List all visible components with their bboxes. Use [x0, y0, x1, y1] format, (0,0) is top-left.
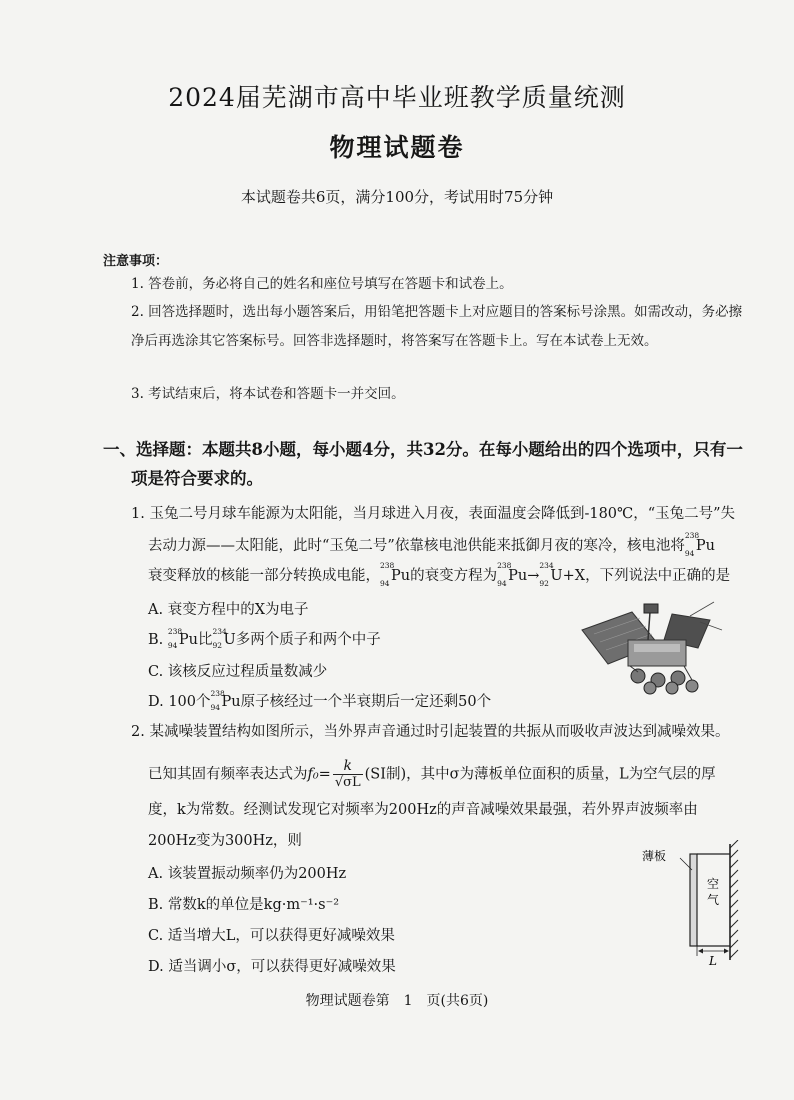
notice-item-2: 2. 回答选择题时，选出每小题答案后，用铅笔把答题卡上对应题目的答案标号涂黑。如需改动，务必擦净后再选涂其它答案标号。回答非选择题时，将答案写在答题卡上。写在本试卷上无效。 — [131, 304, 743, 349]
q1-line3: 衰变释放的核能一部分转换成电能， 238 94 Pu的衰变方程为 238 94 Pu→ 234 92 U+X，下列说法中正确的是 — [148, 561, 731, 588]
air-label-2: 气 — [707, 893, 720, 907]
nuclide-pu: 238 94 Pu — [684, 531, 715, 558]
plate-label: 薄板 — [642, 849, 667, 863]
frequency-formula-fraction: $\frac{k}{√\sigma L}$ — [334, 758, 361, 790]
gap-label: L — [709, 954, 717, 968]
q2-option-b: B. 常数k的单位是kg·m⁻¹·s⁻² — [148, 897, 340, 913]
q1-option-d: D. 100个 238 94 Pu原子核经过一个半衰期后一定还剩50个 — [148, 689, 492, 712]
lunar-rover-illustration — [580, 600, 725, 695]
section-heading-line2: 项是符合要求的。 — [131, 469, 263, 488]
q2-option-c: C. 适当增大L，可以获得更好减噪效果 — [148, 928, 395, 944]
air-label-1: 空 — [707, 877, 720, 891]
notice-heading: 注意事项： — [103, 254, 169, 269]
q2-line4: 200Hz变为300Hz，则 — [148, 833, 302, 849]
q1-option-c: C. 该核反应过程质量数减少 — [148, 664, 328, 680]
q2-line3: 度，k为常数。经测试发现它对频率为200Hz的声音减噪效果最强，若外界声波频率由 — [148, 802, 698, 818]
q1-option-b: B. 238 94 Pu比 234 92 U多两个质子和两个中子 — [148, 627, 381, 650]
q1-line2: 去动力源——太阳能，此时“玉兔二号”依靠核电池供能来抵御月夜的寒冷，核电池将 238 94 Pu — [148, 531, 715, 558]
notice-item-3: 3. 考试结束后，将本试卷和答题卡一并交回。 — [131, 386, 405, 402]
q1-line1: 1. 玉兔二号月球车能源为太阳能，当月球进入月夜，表面温度会降低到-180℃，“玉兔二号”失 — [131, 506, 736, 522]
section-heading-line1: 一、选择题：本题共8小题，每小题4分，共32分。在每小题给出的四个选项中，只有一 — [103, 440, 743, 459]
q2-line1: 2. 某减噪装置结构如图所示，当外界声音通过时引起装置的共振从而吸收声波达到减噪效果。 — [131, 724, 730, 740]
q2-option-a: A. 该装置振动频率仍为200Hz — [148, 866, 347, 882]
noise-reduction-diagram — [640, 840, 750, 970]
q2-option-d: D. 适当调小σ，可以获得更好减噪效果 — [148, 959, 396, 975]
exam-title: 2024届芜湖市高中毕业班教学质量统测 — [168, 83, 626, 112]
exam-subject-title: 物理试题卷 — [329, 133, 465, 162]
exam-info: 本试题卷共6页，满分100分，考试用时75分钟 — [240, 188, 554, 206]
q2-line2: 已知其固有频率表达式为f₀= $\frac{k}{√\sigma L}$ (SI制)，其中σ为薄板单位面积的质量，L为空气层的厚 — [148, 758, 716, 790]
frequency-formula-lhs: f₀= — [307, 766, 331, 783]
notice-item-1: 1. 答卷前，务必将自己的姓名和座位号填写在答题卡和试卷上。 — [131, 276, 513, 292]
page-footer: 物理试题卷第 1 页(共6页) — [305, 993, 489, 1009]
q1-option-a: A. 衰变方程中的X为电子 — [148, 602, 309, 618]
